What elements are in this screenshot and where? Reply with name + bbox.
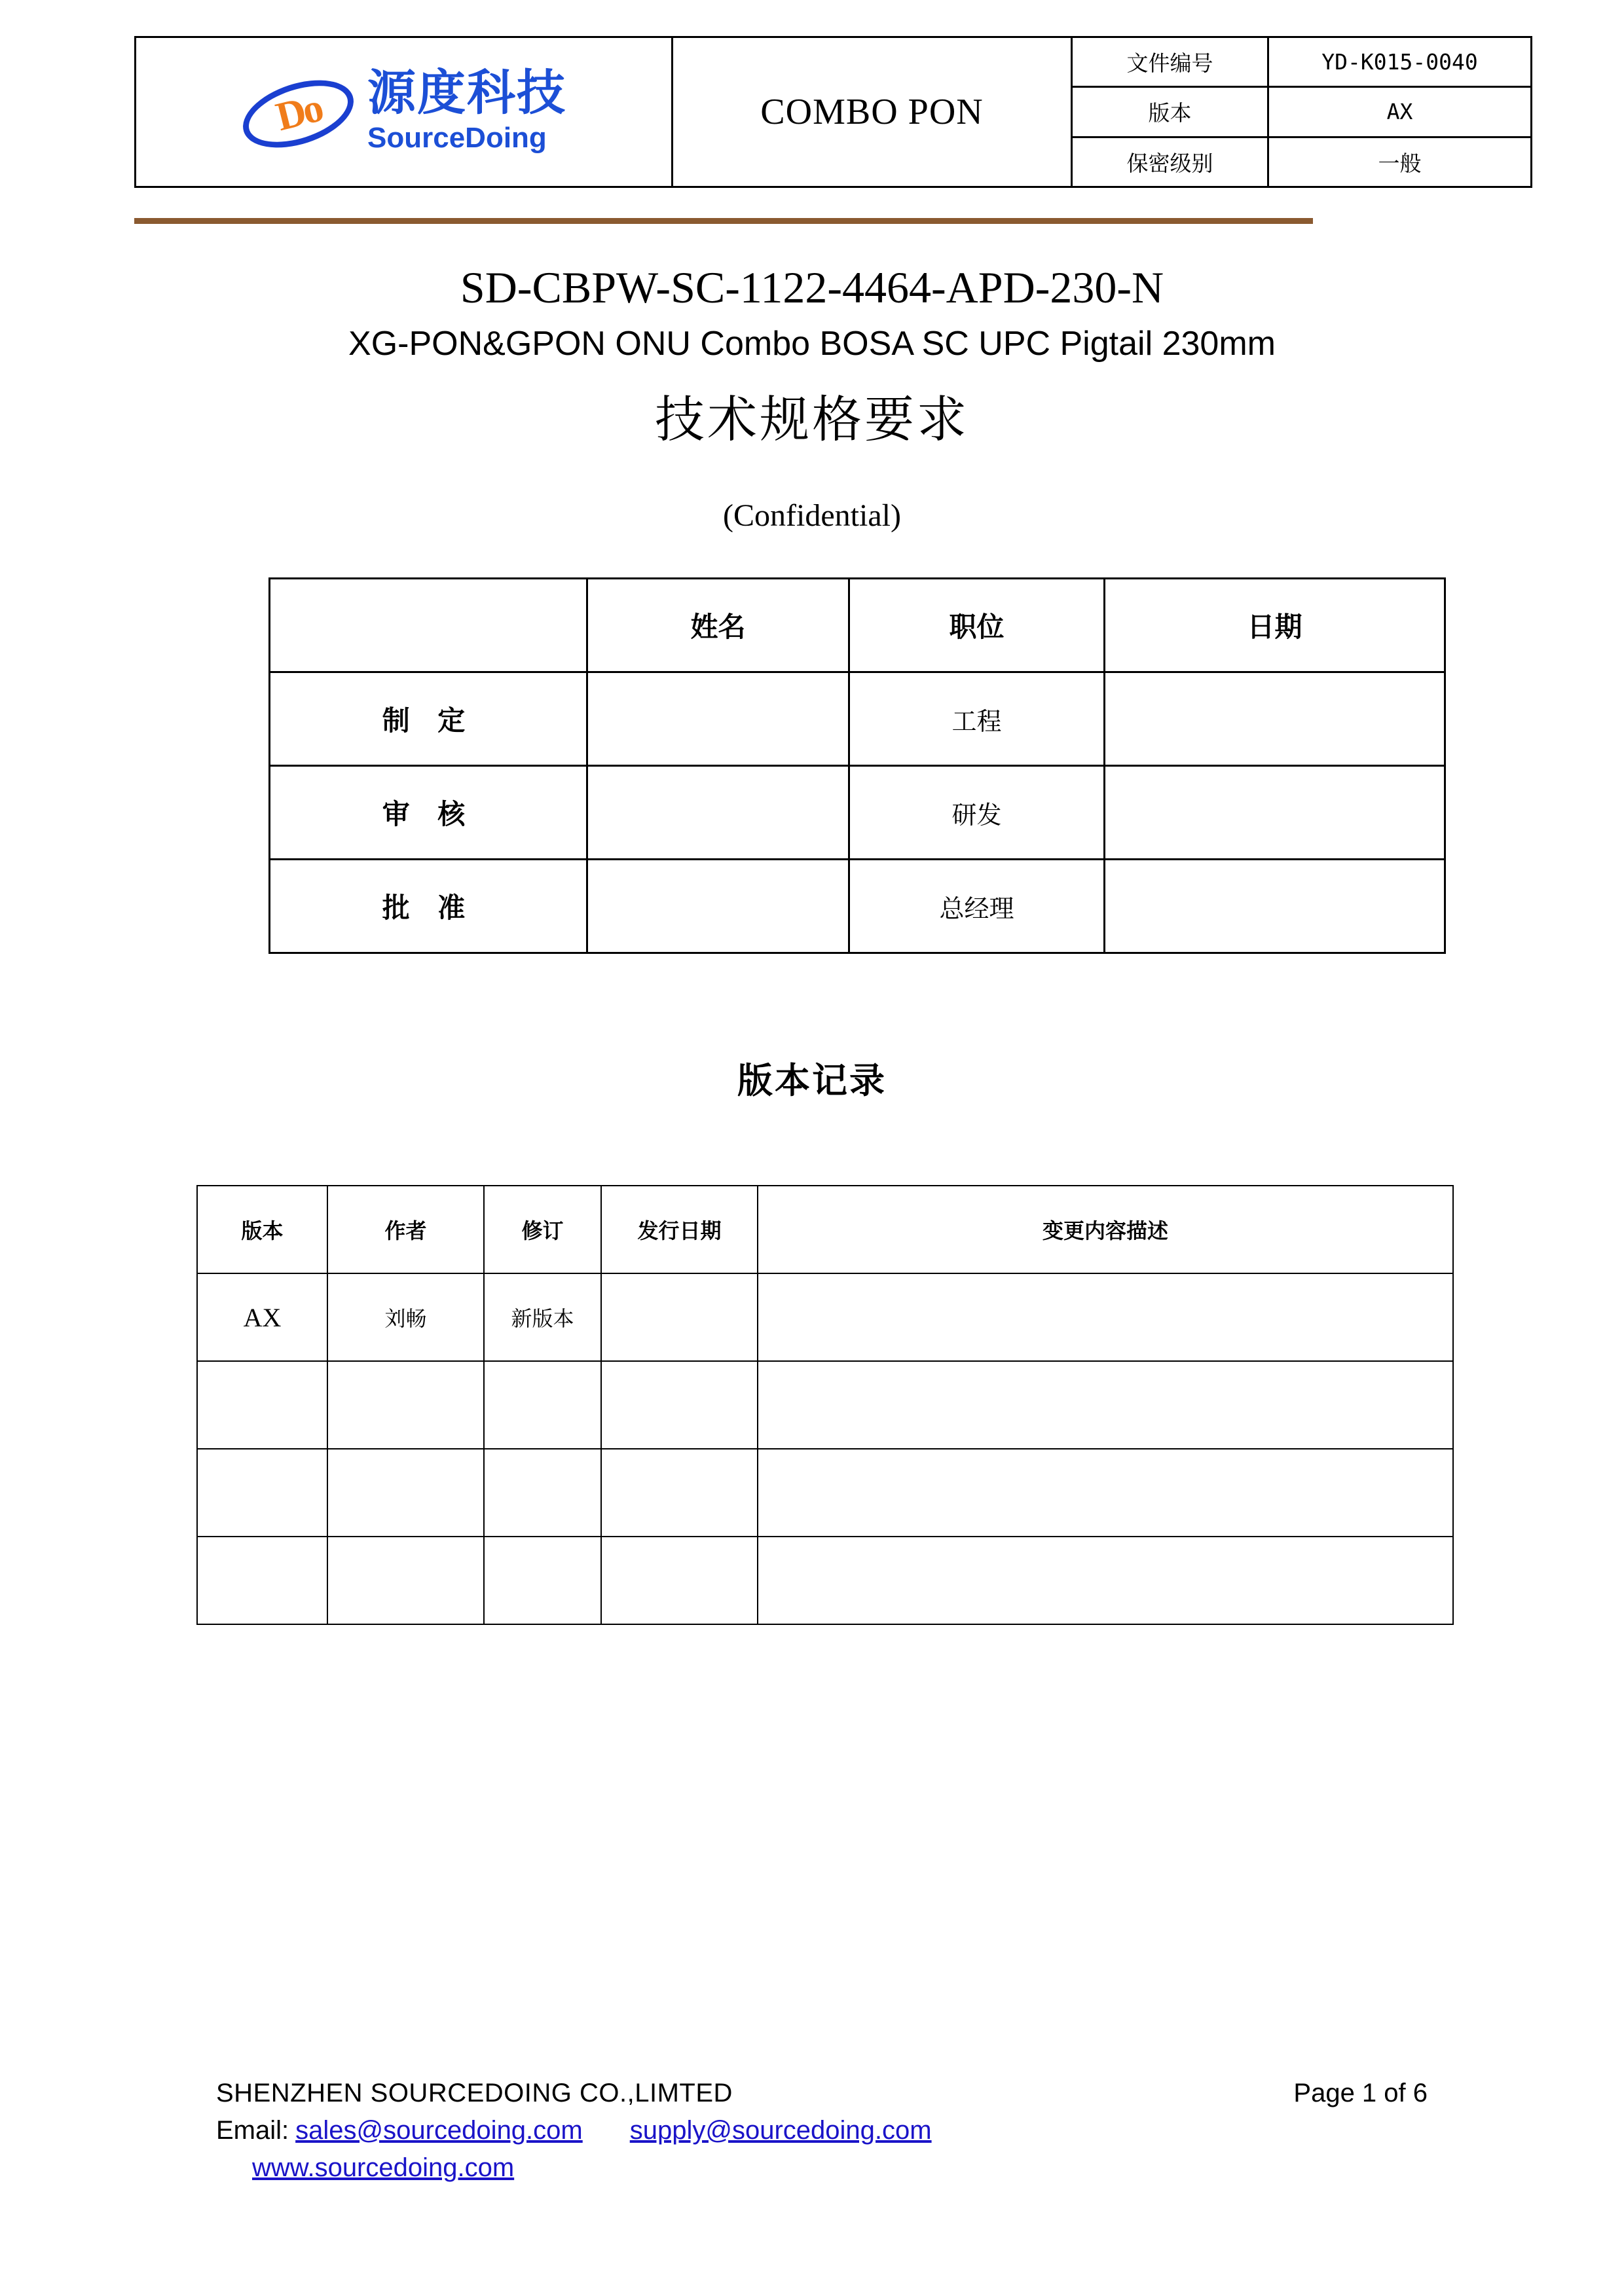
footer-website-line xyxy=(252,2153,514,2183)
header-divider-rule xyxy=(134,218,1313,224)
footer-email-sales-link[interactable]: sales@sourcedoing.com xyxy=(295,2116,583,2145)
signature-table xyxy=(268,577,1446,954)
sign-row-date-approve xyxy=(1105,860,1445,953)
sign-row-label-approve: 批 准 xyxy=(270,860,587,953)
sign-header-position: 职位 xyxy=(849,579,1105,672)
table-row xyxy=(270,579,1445,672)
meta-row-confidentiality xyxy=(1073,138,1530,186)
page-title: SD-CBPW-SC-1122-4464-APD-230-N xyxy=(460,263,1164,312)
rev-cell-version xyxy=(197,1537,327,1624)
rev-cell-release-date xyxy=(601,1449,758,1537)
revision-history-heading: 版本记录 xyxy=(737,1060,887,1101)
page-subtitle: XG-PON&GPON ONU Combo BOSA SC UPC Pigtail 230mm xyxy=(348,325,1276,363)
rev-cell-release-date xyxy=(601,1537,758,1624)
sign-row-position-review: 研发 xyxy=(849,766,1105,860)
footer-website-link[interactable]: www.sourcedoing.com xyxy=(252,2153,515,2182)
sign-row-date-review xyxy=(1105,766,1445,860)
sign-row-name-review xyxy=(587,766,849,860)
sign-header-date: 日期 xyxy=(1105,579,1445,672)
meta-value-confidentiality: 一般 xyxy=(1378,150,1422,176)
rev-cell-version: AX xyxy=(197,1273,327,1361)
document-header xyxy=(134,36,1532,188)
table-row xyxy=(270,860,1445,953)
meta-value-doc-number: YD-K015-0040 xyxy=(1321,49,1478,75)
meta-row-version xyxy=(1073,88,1530,137)
footer-email-supply-link[interactable]: supply@sourcedoing.com xyxy=(629,2116,932,2145)
company-name-cn: 源度科技 xyxy=(367,64,566,121)
rev-cell-release-date xyxy=(601,1361,758,1449)
rev-header-description: 变更内容描述 xyxy=(758,1186,1453,1273)
rev-header-revision: 修订 xyxy=(484,1186,601,1273)
sign-header-name: 姓名 xyxy=(587,579,849,672)
company-logo xyxy=(241,64,566,156)
rev-cell-author xyxy=(327,1361,484,1449)
confidential-note: (Confidential) xyxy=(723,498,901,533)
rev-cell-description xyxy=(758,1273,1453,1361)
sign-row-name-prepare xyxy=(587,672,849,766)
meta-value-version: AX xyxy=(1386,99,1413,125)
rev-cell-release-date xyxy=(601,1273,758,1361)
rev-header-version: 版本 xyxy=(197,1186,327,1273)
rev-cell-revision xyxy=(484,1537,601,1624)
rev-cell-description xyxy=(758,1449,1453,1537)
table-row xyxy=(197,1361,1453,1449)
footer-email-line xyxy=(216,2116,932,2145)
logo-monogram: Do xyxy=(271,85,325,139)
sign-row-position-prepare: 工程 xyxy=(849,672,1105,766)
header-center-title: COMBO PON xyxy=(673,38,1073,186)
footer-company: SHENZHEN SOURCEDOING CO.,LIMTED xyxy=(216,2079,733,2107)
sign-row-label-review: 审 核 xyxy=(270,766,587,860)
meta-key-doc-number: 文件编号 xyxy=(1073,38,1269,86)
document-footer xyxy=(0,2079,1624,2236)
rev-cell-version xyxy=(197,1361,327,1449)
table-row xyxy=(197,1537,1453,1624)
table-header-row xyxy=(197,1186,1453,1273)
rev-cell-revision: 新版本 xyxy=(484,1273,601,1361)
rev-cell-author: 刘畅 xyxy=(327,1273,484,1361)
page-title-chinese: 技术规格要求 xyxy=(655,390,969,448)
company-name-en: SourceDoing xyxy=(367,121,547,154)
rev-header-release-date: 发行日期 xyxy=(601,1186,758,1273)
logo-cell xyxy=(136,38,673,186)
sign-row-label-prepare: 制 定 xyxy=(270,672,587,766)
table-row xyxy=(197,1449,1453,1537)
meta-row-doc-number xyxy=(1073,38,1530,88)
sign-row-position-approve: 总经理 xyxy=(849,860,1105,953)
table-row xyxy=(270,766,1445,860)
rev-cell-revision xyxy=(484,1361,601,1449)
rev-cell-revision xyxy=(484,1449,601,1537)
rev-cell-version xyxy=(197,1449,327,1537)
rev-cell-description xyxy=(758,1361,1453,1449)
meta-key-version: 版本 xyxy=(1073,88,1269,136)
logo-ellipse-icon xyxy=(241,69,356,155)
sign-header-blank xyxy=(270,579,587,672)
table-row xyxy=(270,672,1445,766)
rev-cell-author xyxy=(327,1449,484,1537)
rev-cell-description xyxy=(758,1537,1453,1624)
rev-cell-author xyxy=(327,1537,484,1624)
sign-row-name-approve xyxy=(587,860,849,953)
logo-text xyxy=(367,64,566,156)
sign-row-date-prepare xyxy=(1105,672,1445,766)
rev-header-author: 作者 xyxy=(327,1186,484,1273)
revision-history-table xyxy=(196,1185,1454,1625)
table-row xyxy=(197,1273,1453,1361)
footer-email-label: Email: xyxy=(216,2116,289,2145)
meta-key-confidentiality: 保密级别 xyxy=(1073,138,1269,186)
footer-page-number: Page 1 of 6 xyxy=(1293,2079,1428,2107)
header-meta-table xyxy=(1073,38,1530,186)
